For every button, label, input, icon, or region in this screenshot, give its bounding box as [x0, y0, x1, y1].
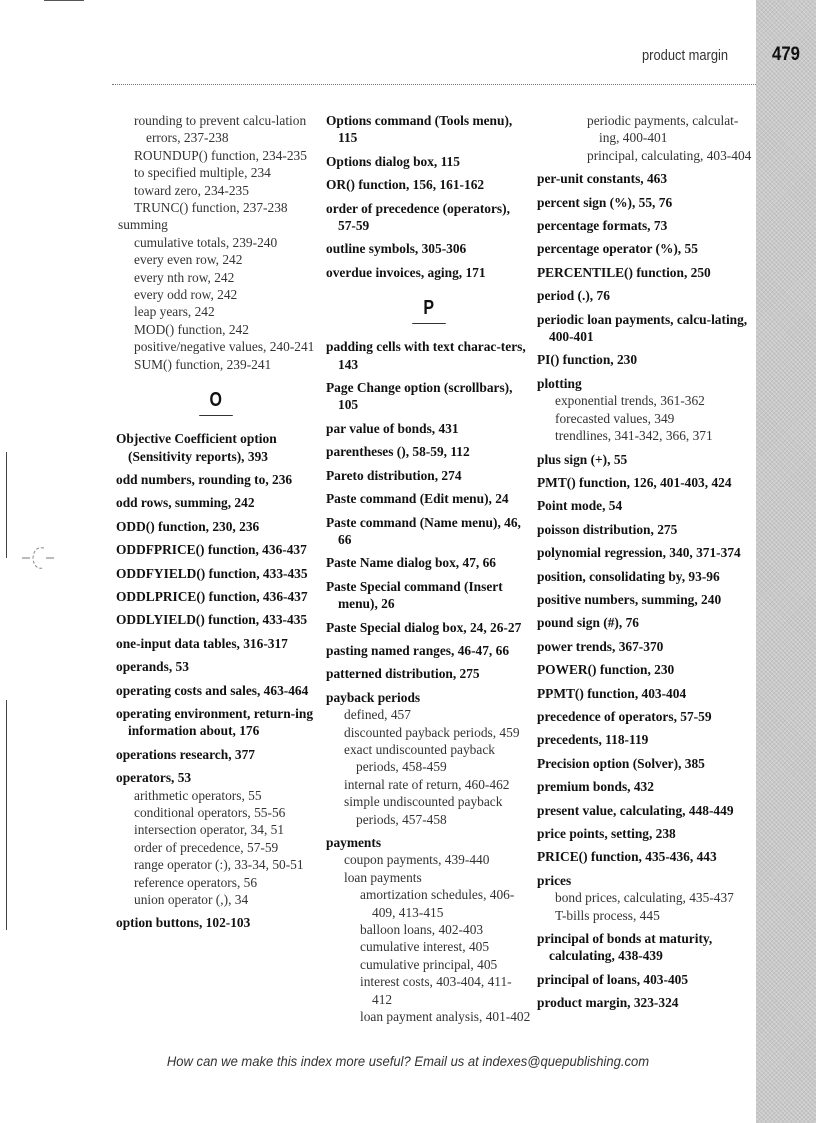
index-entry: par value of bonds, 431 — [326, 420, 459, 436]
index-entry: PMT() function, 126, 401-403, 424 — [537, 474, 732, 490]
index-subentry: TRUNC() function, 237-238 — [134, 200, 288, 216]
index-entry: principal of loans, 403-405 — [537, 971, 689, 987]
index-subentry: periodic payments, calculat-ing, 400-401 — [587, 113, 739, 146]
left-margin-bar — [6, 700, 7, 930]
index-entry: premium bonds, 432 — [537, 779, 654, 795]
index-subentry: every nth row, 242 — [134, 269, 235, 285]
letter-heading-text: O — [209, 389, 223, 412]
index-entry: padding cells with text charac-ters, 143 — [326, 339, 526, 372]
index-entry: percentage formats, 73 — [537, 218, 668, 234]
index-entry: one-input data tables, 316-317 — [116, 635, 288, 651]
index-subentry: forecasted values, 349 — [555, 410, 675, 426]
index-subentry: order of precedence, 57-59 — [134, 839, 279, 855]
index-entry: principal of bonds at maturity, calculating, 438-439 — [537, 931, 713, 964]
index-subentry: discounted payback periods, 459 — [344, 724, 520, 740]
index-subentry: ROUNDUP() function, 234-235 — [134, 147, 307, 163]
index-entry: Paste command (Edit menu), 24 — [326, 491, 509, 507]
index-entry: operators, 53 — [116, 770, 192, 786]
index-subentry: arithmetic operators, 55 — [134, 787, 262, 803]
index-subentry: toward zero, 234-235 — [134, 182, 249, 198]
index-subentry: simple undiscounted payback periods, 457-458 — [344, 794, 503, 827]
index-subentry: to specified multiple, 234 — [134, 165, 271, 181]
index-entry: Pareto distribution, 274 — [326, 467, 462, 483]
index-column-1 — [116, 112, 316, 932]
index-subentry: SUM() function, 239-241 — [134, 356, 272, 372]
index-entry: overdue invoices, aging, 171 — [326, 264, 486, 280]
index-entry: PPMT() function, 403-404 — [537, 685, 687, 701]
index-subentry: trendlines, 341-342, 366, 371 — [555, 428, 713, 444]
index-entry: Options command (Tools menu), 115 — [326, 113, 513, 146]
index-subentry: leap years, 242 — [134, 304, 215, 320]
index-entry: payments — [326, 835, 382, 850]
index-entry: Paste command (Name menu), 46, 66 — [326, 514, 521, 547]
index-entry: plotting — [537, 375, 582, 391]
index-entry: pasting named ranges, 46-47, 66 — [326, 642, 510, 658]
index-entry: operating costs and sales, 463-464 — [116, 682, 309, 698]
index-entry: pound sign (#), 76 — [537, 615, 639, 631]
footer-note: How can we make this index more useful? Email us at indexes@quepublishing.com — [166, 1053, 650, 1069]
index-entry: payback periods — [326, 689, 421, 705]
index-entry: positive numbers, summing, 240 — [537, 591, 722, 607]
index-entry: operands, 53 — [116, 659, 189, 675]
index-subentry: intersection operator, 34, 51 — [134, 822, 285, 838]
index-entry: precedence of operators, 57-59 — [537, 708, 712, 724]
letter-heading-rule — [412, 323, 446, 324]
index-subentry: every even row, 242 — [134, 252, 243, 268]
index-subentry: rounding to prevent calcu-lation errors, 237-238 — [134, 113, 307, 146]
index-entry: periodic loan payments, calcu-lating, 400-401 — [537, 311, 748, 345]
index-entry: PERCENTILE() function, 250 — [537, 264, 711, 280]
index-entry: Paste Special command (Insert menu), 26 — [326, 578, 503, 612]
index-subentry: cumulative interest, 405 — [360, 939, 490, 955]
index-entry: price points, setting, 238 — [537, 826, 676, 841]
index-subentry: internal rate of return, 460-462 — [344, 776, 510, 792]
index-entry: ODDFPRICE() function, 436-437 — [116, 542, 307, 558]
index-entry: Page Change option (scrollbars), 105 — [326, 380, 513, 413]
index-column-2 — [326, 112, 531, 1025]
index-entry: Paste Special dialog box, 24, 26-27 — [326, 619, 522, 635]
index-entry: Objective Coefficient option (Sensitivity reports), 393 — [116, 431, 277, 464]
index-subentry: bond prices, calculating, 435-437 — [555, 890, 734, 906]
index-entry: OR() function, 156, 161-162 — [326, 177, 485, 193]
index-subentry: balloon loans, 402-403 — [360, 922, 484, 938]
index-entry: Precision option (Solver), 385 — [537, 755, 705, 771]
index-entry: precedents, 118-119 — [537, 732, 649, 748]
letter-heading-text: P — [423, 297, 434, 320]
index-entry: odd numbers, rounding to, 236 — [116, 471, 293, 487]
index-entry: power trends, 367-370 — [537, 638, 664, 654]
index-entry: option buttons, 102-103 — [116, 915, 251, 931]
index-entry: position, consolidating by, 93-96 — [537, 568, 720, 584]
index-entry: product margin, 323-324 — [537, 995, 679, 1011]
index-entry: operations research, 377 — [116, 746, 255, 762]
index-subentry: coupon payments, 439-440 — [344, 852, 490, 868]
index-entry: odd rows, summing, 242 — [116, 495, 255, 511]
index-entry: outline symbols, 305-306 — [326, 241, 467, 257]
index-entry: parentheses (), 58-59, 112 — [326, 444, 470, 460]
index-entry: percentage operator (%), 55 — [537, 241, 698, 257]
index-entry: PI() function, 230 — [537, 352, 638, 368]
index-subentry: cumulative principal, 405 — [360, 956, 498, 972]
index-subentry: principal, calculating, 403-404 — [587, 147, 752, 163]
index-subentry: cumulative totals, 239-240 — [134, 234, 278, 250]
index-entry: patterned distribution, 275 — [326, 666, 480, 682]
index-subentry: positive/negative values, 240-241 — [134, 339, 315, 355]
index-entry: POWER() function, 230 — [537, 662, 675, 678]
index-subentry: summing — [118, 217, 168, 233]
index-entry: operating environment, return-ing information about, 176 — [116, 705, 314, 739]
index-entry: ODDLYIELD() function, 433-435 — [116, 612, 308, 628]
index-subentry: T-bills process, 445 — [555, 907, 660, 923]
index-subentry: exact undiscounted payback periods, 458-459 — [344, 741, 495, 775]
index-entry: ODD() function, 230, 236 — [116, 518, 260, 534]
registration-mark-icon — [0, 520, 64, 590]
index-subentry: conditional operators, 55-56 — [134, 805, 286, 820]
index-subentry: MOD() function, 242 — [134, 321, 249, 337]
index-entry: polynomial regression, 340, 371-374 — [537, 545, 741, 561]
letter-heading — [326, 295, 531, 324]
index-entry: Point mode, 54 — [537, 498, 623, 514]
index-entry: prices — [537, 872, 572, 888]
header-rule — [112, 84, 756, 85]
index-entry: plus sign (+), 55 — [537, 451, 628, 467]
top-crop-rule — [44, 0, 84, 1]
letter-heading-rule — [199, 415, 233, 416]
index-entry: per-unit constants, 463 — [537, 171, 668, 187]
index-subentry: reference operators, 56 — [134, 874, 258, 890]
index-entry: present value, calculating, 448-449 — [537, 802, 734, 818]
index-entry: poisson distribution, 275 — [537, 521, 678, 537]
index-subentry: loan payment analysis, 401-402 — [360, 1009, 531, 1025]
index-subentry: interest costs, 403-404, 411-412 — [360, 974, 512, 1007]
index-subentry: loan payments — [344, 869, 422, 885]
index-entry: period (.), 76 — [537, 288, 610, 304]
index-subentry: every odd row, 242 — [134, 287, 238, 303]
index-column-3 — [537, 112, 752, 1012]
index-entry: Paste Name dialog box, 47, 66 — [326, 555, 496, 571]
index-subentry: defined, 457 — [344, 707, 411, 723]
index-subentry: amortization schedules, 406-409, 413-415 — [360, 887, 515, 920]
index-entry: PRICE() function, 435-436, 443 — [537, 849, 717, 865]
side-thumb-tab — [756, 0, 816, 1123]
index-entry: percent sign (%), 55, 76 — [537, 194, 673, 210]
index-entry: ODDLPRICE() function, 436-437 — [116, 588, 308, 604]
index-entry: order of precedence (operators), 57-59 — [326, 200, 510, 234]
running-header: product margin — [641, 47, 728, 64]
letter-heading — [116, 387, 316, 416]
index-subentry: union operator (,), 34 — [134, 892, 249, 908]
page-number: 479 — [772, 44, 800, 65]
index-entry: ODDFYIELD() function, 433-435 — [116, 565, 308, 581]
index-subentry: range operator (:), 33-34, 50-51 — [134, 857, 304, 873]
index-subentry: exponential trends, 361-362 — [555, 393, 705, 409]
index-entry: Options dialog box, 115 — [326, 153, 460, 169]
